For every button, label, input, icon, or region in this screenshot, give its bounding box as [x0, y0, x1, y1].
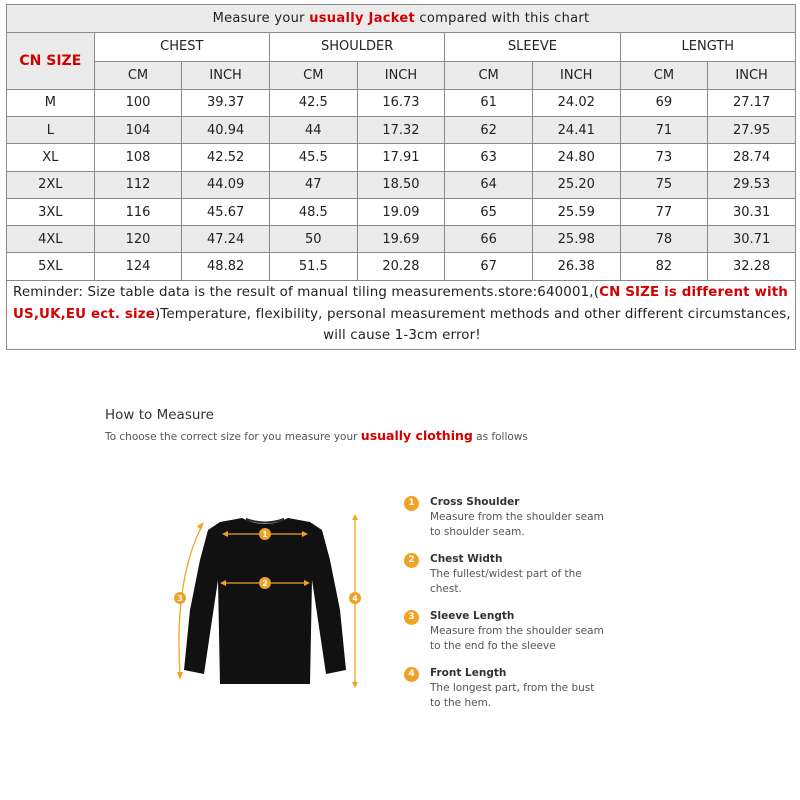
table-cell: 62 — [445, 117, 533, 144]
table-cell: 108 — [94, 144, 182, 171]
cn-size-header: CN SIZE — [7, 33, 95, 90]
table-cell: 77 — [620, 198, 708, 225]
unit-cm: CM — [445, 61, 533, 89]
size-label-cell: 4XL — [7, 226, 95, 253]
table-cell: 30.71 — [708, 226, 796, 253]
size-label-cell: 2XL — [7, 171, 95, 198]
step-number-badge: 1 — [404, 496, 419, 511]
measure-arrow-icon — [349, 514, 361, 688]
how-to-measure-subtitle: To choose the correct size for you measure your usually clothing as follows — [105, 428, 528, 443]
table-cell: 78 — [620, 226, 708, 253]
table-cell: 69 — [620, 89, 708, 116]
table-cell: 40.94 — [182, 117, 270, 144]
table-cell: 19.69 — [357, 226, 445, 253]
table-cell: 27.95 — [708, 117, 796, 144]
table-cell: 67 — [445, 253, 533, 280]
unit-inch: INCH — [532, 61, 620, 89]
table-cell: 104 — [94, 117, 182, 144]
step-description: Measure from the shoulder seam to shoulder seam. — [430, 511, 604, 538]
sleeve-header: SLEEVE — [445, 33, 620, 61]
step-title: Cross Shoulder — [430, 496, 520, 508]
table-cell: 42.52 — [182, 144, 270, 171]
step-title: Front Length — [430, 667, 507, 679]
reminder-text: Reminder: Size table data is the result of manual tiling measurements.store:640001,(CN SIZE is different with US,UK,EU ect. size)Temperature, flexibility, personal measurement methods and other different circumstances, will cause 1-3cm error! — [7, 280, 796, 349]
shoulder-header: SHOULDER — [269, 33, 444, 61]
length-header: LENGTH — [620, 33, 795, 61]
unit-header-row — [7, 61, 796, 89]
measure-steps-list — [404, 494, 764, 722]
size-label-cell: XL — [7, 144, 95, 171]
table-cell: 64 — [445, 171, 533, 198]
group-header-row — [7, 33, 796, 61]
step-description: Measure from the shoulder seam to the end fo the sleeve — [430, 625, 604, 652]
step-number-badge: 2 — [404, 553, 419, 568]
table-cell: 116 — [94, 198, 182, 225]
unit-inch: INCH — [182, 61, 270, 89]
table-cell: 44.09 — [182, 171, 270, 198]
table-cell: 82 — [620, 253, 708, 280]
measure-step — [404, 551, 764, 597]
table-cell: 63 — [445, 144, 533, 171]
step-description: The longest part, from the bust to the hem. — [430, 682, 595, 709]
unit-cm: CM — [269, 61, 357, 89]
table-cell: 24.41 — [532, 117, 620, 144]
table-cell: 17.91 — [357, 144, 445, 171]
size-chart-table — [6, 4, 796, 350]
unit-inch: INCH — [708, 61, 796, 89]
table-cell: 19.09 — [357, 198, 445, 225]
step-title: Chest Width — [430, 553, 503, 565]
table-cell: 65 — [445, 198, 533, 225]
how-to-measure-title: How to Measure — [105, 407, 214, 423]
table-row — [7, 89, 796, 116]
table-row — [7, 171, 796, 198]
svg-text:3: 3 — [177, 594, 183, 603]
table-cell: 17.32 — [357, 117, 445, 144]
table-row — [7, 226, 796, 253]
table-cell: 25.98 — [532, 226, 620, 253]
size-label-cell: 5XL — [7, 253, 95, 280]
table-cell: 48.82 — [182, 253, 270, 280]
long-sleeve-shirt-icon — [160, 500, 380, 700]
step-number-badge: 4 — [404, 667, 419, 682]
chest-header: CHEST — [94, 33, 269, 61]
table-cell: 45.67 — [182, 198, 270, 225]
table-cell: 75 — [620, 171, 708, 198]
svg-text:2: 2 — [262, 579, 268, 588]
table-row — [7, 198, 796, 225]
table-cell: 29.53 — [708, 171, 796, 198]
table-cell: 112 — [94, 171, 182, 198]
table-title-row — [7, 5, 796, 33]
table-cell: 61 — [445, 89, 533, 116]
table-cell: 47.24 — [182, 226, 270, 253]
table-cell: 66 — [445, 226, 533, 253]
unit-cm: CM — [94, 61, 182, 89]
step-number-badge: 3 — [404, 610, 419, 625]
table-cell: 71 — [620, 117, 708, 144]
table-cell: 16.73 — [357, 89, 445, 116]
table-cell: 25.20 — [532, 171, 620, 198]
table-cell: 44 — [269, 117, 357, 144]
table-row — [7, 253, 796, 280]
reminder-row — [7, 280, 796, 349]
measure-step — [404, 665, 764, 711]
table-cell: 45.5 — [269, 144, 357, 171]
step-title: Sleeve Length — [430, 610, 515, 622]
table-cell: 20.28 — [357, 253, 445, 280]
table-cell: 30.31 — [708, 198, 796, 225]
table-cell: 73 — [620, 144, 708, 171]
table-title: Measure your usually Jacket compared with this chart — [7, 5, 796, 33]
table-cell: 50 — [269, 226, 357, 253]
reminder-highlight: CN SIZE is different with US,UK,EU ect. size — [13, 285, 788, 322]
measure-step — [404, 494, 764, 540]
table-cell: 27.17 — [708, 89, 796, 116]
table-cell: 28.74 — [708, 144, 796, 171]
table-cell: 48.5 — [269, 198, 357, 225]
size-label-cell: L — [7, 117, 95, 144]
table-cell: 39.37 — [182, 89, 270, 116]
size-label-cell: 3XL — [7, 198, 95, 225]
table-cell: 47 — [269, 171, 357, 198]
table-row — [7, 144, 796, 171]
table-cell: 24.02 — [532, 89, 620, 116]
unit-cm: CM — [620, 61, 708, 89]
table-cell: 100 — [94, 89, 182, 116]
title-highlight: usually Jacket — [309, 11, 415, 27]
step-description: The fullest/widest part of the chest. — [430, 568, 582, 595]
table-cell: 25.59 — [532, 198, 620, 225]
table-row — [7, 117, 796, 144]
reminder-tail: will cause 1-3cm error! — [323, 328, 481, 344]
table-cell: 26.38 — [532, 253, 620, 280]
unit-inch: INCH — [357, 61, 445, 89]
table-cell: 124 — [94, 253, 182, 280]
size-label-cell: M — [7, 89, 95, 116]
table-cell: 42.5 — [269, 89, 357, 116]
table-cell: 32.28 — [708, 253, 796, 280]
measure-step — [404, 608, 764, 654]
table-cell: 51.5 — [269, 253, 357, 280]
size-rows — [7, 89, 796, 280]
table-cell: 120 — [94, 226, 182, 253]
svg-text:4: 4 — [352, 594, 358, 603]
svg-text:1: 1 — [262, 530, 268, 539]
table-cell: 24.80 — [532, 144, 620, 171]
subtitle-highlight: usually clothing — [360, 428, 473, 443]
table-cell: 18.50 — [357, 171, 445, 198]
